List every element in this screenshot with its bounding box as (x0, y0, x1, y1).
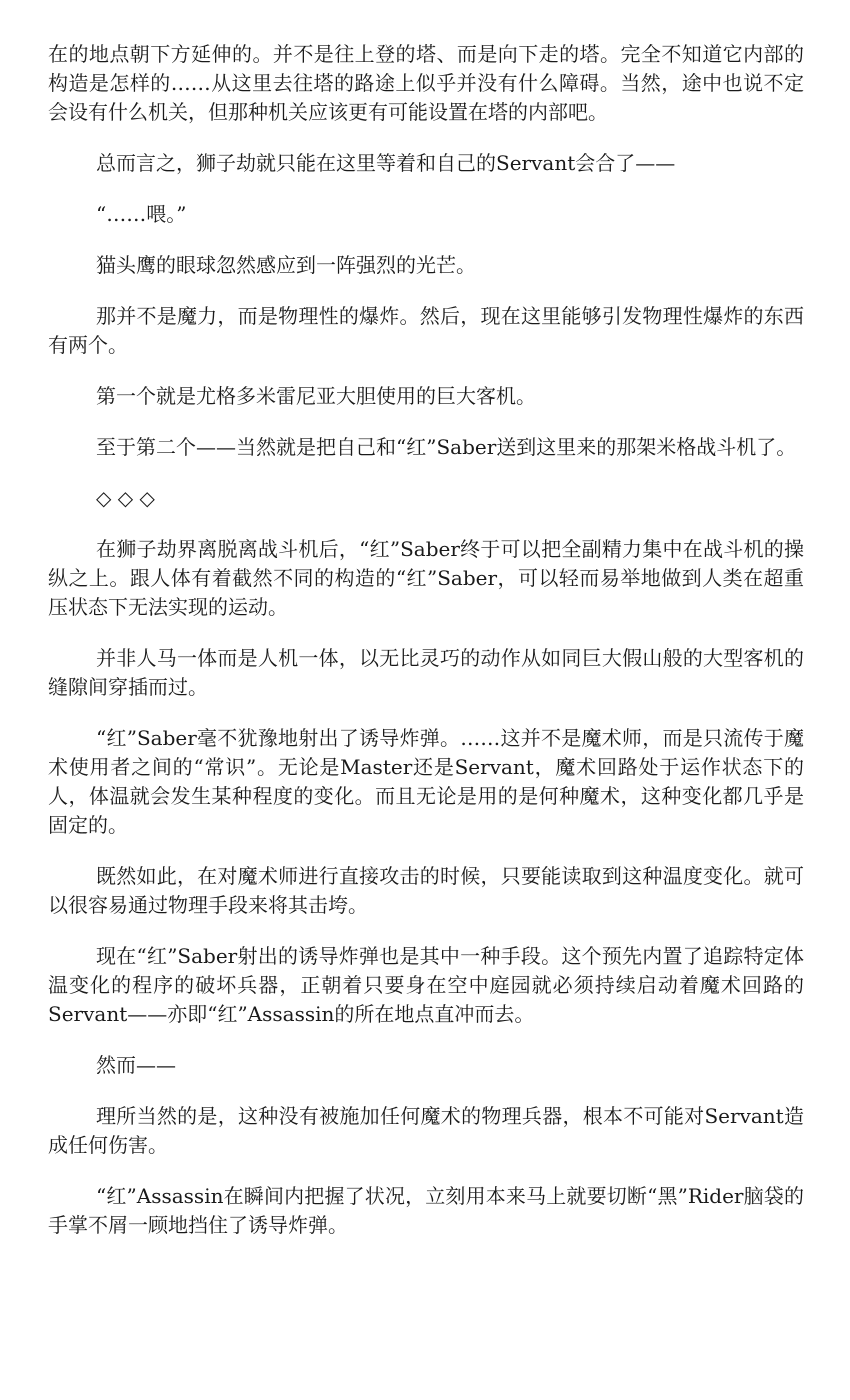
paragraph: “红”Assassin在瞬间内把握了状况，立刻用本来马上就要切断“黑”Rider脑袋的手掌不屑一顾地挡住了诱导炸弹。 (48, 1184, 804, 1237)
paragraph: 至于第二个——当然就是把自己和“红”Saber送到这里来的那架米格战斗机了。 (96, 435, 797, 459)
paragraph: 理所当然的是，这种没有被施加任何魔术的物理兵器，根本不可能对Servant造成任何伤害。 (48, 1104, 804, 1157)
paragraph: 并非人马一体而是人机一体，以无比灵巧的动作从如同巨大假山般的大型客机的缝隙间穿插而过。 (48, 646, 804, 699)
paragraph: 现在“红”Saber射出的诱导炸弹也是其中一种手段。这个预先内置了追踪特定体温变化的程序的破坏兵器，正朝着只要身在空中庭园就必须持续启动着魔术回路的Servant——亦即“红”Assassin的所在地点直冲而去。 (48, 944, 804, 1026)
paragraph: 在狮子劫界离脱离战斗机后，“红”Saber终于可以把全副精力集中在战斗机的操纵之上。跟人体有着截然不同的构造的“红”Saber，可以轻而易举地做到人类在超重压状态下无法实现的运动。 (48, 537, 804, 619)
paragraph: 猫头鹰的眼球忽然感应到一阵强烈的光芒。 (96, 253, 476, 277)
paragraph: “红”Saber毫不犹豫地射出了诱导炸弹。……这并不是魔术师，而是只流传于魔术使用者之间的“常识”。无论是Master还是Servant，魔术回路处于运作状态下的人，体温就会发生某种程度的变化。而且无论是用的是何种魔术，这种变化都几乎是固定的。 (48, 726, 804, 837)
paragraph: 总而言之，狮子劫就只能在这里等着和自己的Servant会合了—— (96, 151, 676, 175)
paragraph: 第一个就是尤格多米雷尼亚大胆使用的巨大客机。 (96, 384, 536, 408)
paragraph-continuation: 在的地点朝下方延伸的。并不是往上登的塔、而是向下走的塔。完全不知道它内部的构造是怎样的……从这里去往塔的路途上似乎并没有什么障碍。当然，途中也说不定会设有什么机关，但那种机关应该更有可能设置在塔的内部吧。 (48, 42, 804, 124)
scene-break: ◇ ◇ ◇ (96, 486, 155, 510)
paragraph: 既然如此，在对魔术师进行直接攻击的时候，只要能读取到这种温度变化。就可以很容易通过物理手段来将其击垮。 (48, 864, 804, 917)
paragraph: 那并不是魔力，而是物理性的爆炸。然后，现在这里能够引发物理性爆炸的东西有两个。 (48, 304, 804, 357)
paragraph: 然而—— (96, 1053, 176, 1077)
document-page (48, 40, 804, 1262)
paragraph-dialogue: “……喂。” (96, 202, 187, 226)
